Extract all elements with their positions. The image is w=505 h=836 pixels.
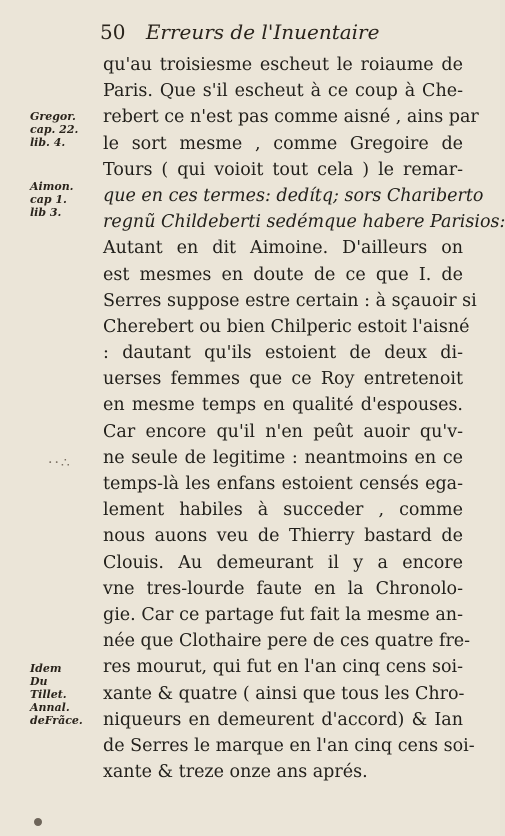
- text-line: Autant en dit Aimoine. D'ailleurs on: [103, 238, 463, 259]
- latin-quote-line: que en ces termes: dedítq; sors Chariberto: [103, 185, 484, 206]
- text-line: temps-là les enfans estoient censés ega-: [103, 474, 463, 494]
- paper-tear-mark: ··∴: [48, 455, 72, 471]
- text-line: gie. Car ce partage fut fait la mesme an-: [103, 604, 463, 625]
- text-line: le sort mesme , comme Gregoire de: [103, 133, 463, 154]
- latin-quote-line: regnũ Childeberti sedémque habere Parisios:: [103, 212, 505, 233]
- text-line: est mesmes en doute de ce que I. de: [103, 264, 463, 285]
- text-line: : dautant qu'ils estoient de deux di-: [103, 343, 463, 364]
- text-line: niqueurs en demeurent d'accord) & Ian: [103, 709, 463, 730]
- text-line: Serres suppose estre certain : à sçauoir si: [103, 290, 477, 311]
- text-line: nous auons veu de Thierry bastard de: [103, 526, 463, 547]
- text-line: Car encore qu'il n'en peût auoir qu'v-: [103, 421, 463, 442]
- text-line: rebert ce n'est pas comme aisné , ains par: [103, 107, 479, 128]
- text-line: Tours ( qui voioit tout cela ) le remar-: [103, 159, 463, 180]
- text-line: ne seule de legitime : neantmoins en ce: [103, 447, 463, 468]
- margin-note-tillet: Idem Du Tillet. Annal. deFrãce.: [30, 662, 83, 727]
- text-line: xante & treze onze ans aprés.: [103, 762, 368, 783]
- margin-note-aimon: Aimon. cap 1. lib 3.: [30, 180, 74, 219]
- text-line: vne tres-lourde faute en la Chronolo-: [103, 578, 463, 599]
- text-line: Cherebert ou bien Chilperic estoit l'aisné: [103, 316, 470, 337]
- running-header: [100, 20, 480, 50]
- text-line: lement habiles à succeder , comme: [103, 500, 463, 521]
- text-line: Clouis. Au demeurant il y a encore: [103, 552, 463, 573]
- running-title: Erreurs de l'Inuentaire: [145, 20, 380, 44]
- page-number: 50: [100, 20, 126, 44]
- text-line: Paris. Que s'il escheut à ce coup à Che-: [103, 81, 463, 102]
- ink-stain: [34, 818, 42, 826]
- body-text: [103, 52, 505, 785]
- text-line: xante & quatre ( ainsi que tous les Chro-: [103, 683, 465, 704]
- text-line: née que Clothaire pere de ces quatre fre-: [103, 631, 471, 652]
- text-line: en mesme temps en qualité d'espouses.: [103, 395, 463, 416]
- text-line: qu'au troisiesme escheut le roiaume de: [103, 55, 463, 75]
- text-line: res mourut, qui fut en l'an cinq cens soi-: [103, 657, 463, 678]
- text-line: de Serres le marque en l'an cinq cens soi-: [103, 735, 475, 756]
- text-line: uerses femmes que ce Roy entretenoit: [103, 369, 463, 390]
- margin-note-gregor: Gregor. cap. 22. lib. 4.: [30, 110, 79, 149]
